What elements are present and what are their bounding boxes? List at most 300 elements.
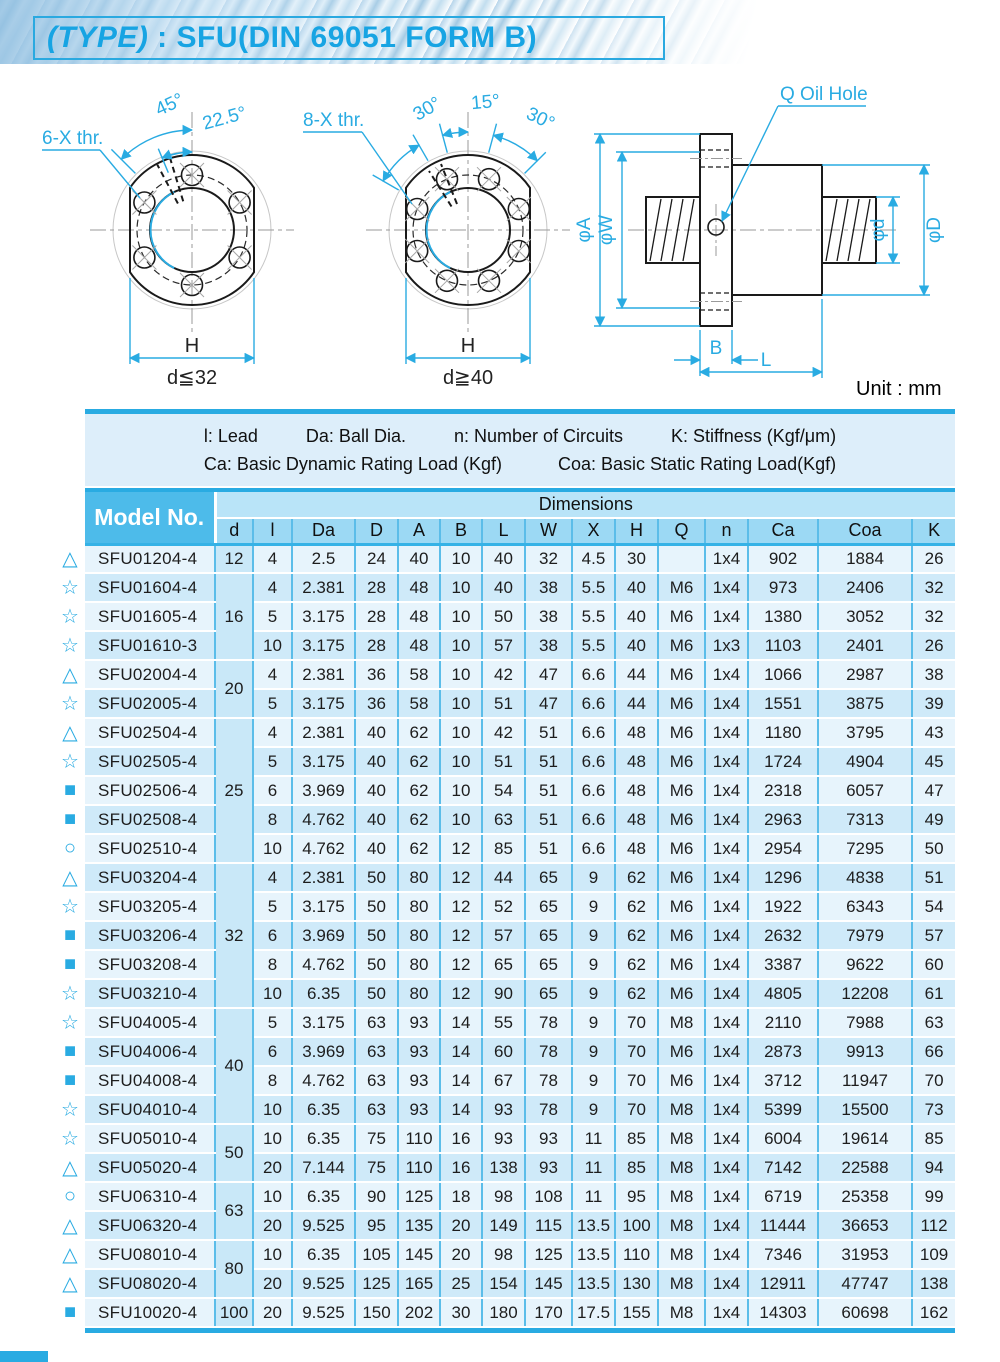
cell-H: 62 bbox=[615, 979, 658, 1008]
cell-H: 85 bbox=[615, 1153, 658, 1182]
cell-X: 9 bbox=[572, 892, 615, 921]
star-symbol: ☆ bbox=[55, 1095, 85, 1124]
cell-Ca: 1380 bbox=[748, 602, 818, 631]
cell-X: 11 bbox=[572, 1182, 615, 1211]
h-label: H bbox=[460, 335, 476, 357]
cell-A: 62 bbox=[398, 718, 440, 747]
triangle-symbol: △ bbox=[55, 660, 85, 689]
cell-D: 50 bbox=[355, 950, 398, 979]
column-header-Da: Da bbox=[292, 518, 355, 544]
cell-Ca: 3712 bbox=[748, 1066, 818, 1095]
cell-n: 1x4 bbox=[705, 1008, 748, 1037]
cell-Da: 2.5 bbox=[292, 544, 355, 573]
cell-Q: M6 bbox=[658, 631, 705, 660]
cell-X: 6.6 bbox=[572, 718, 615, 747]
cell-Coa: 7979 bbox=[818, 921, 912, 950]
cell-l: 6 bbox=[253, 1037, 292, 1066]
cell-W: 78 bbox=[525, 1037, 572, 1066]
cell-H: 48 bbox=[615, 805, 658, 834]
cell-n: 1x4 bbox=[705, 1153, 748, 1182]
cell-l: 5 bbox=[253, 602, 292, 631]
cell-Coa: 3052 bbox=[818, 602, 912, 631]
cell-D: 63 bbox=[355, 1008, 398, 1037]
cell-X: 6.6 bbox=[572, 776, 615, 805]
cell-Coa: 4904 bbox=[818, 747, 912, 776]
cell-n: 1x4 bbox=[705, 573, 748, 602]
table-row bbox=[55, 747, 955, 776]
column-header-l: l bbox=[253, 518, 292, 544]
cell-Coa: 7313 bbox=[818, 805, 912, 834]
cell-W: 47 bbox=[525, 660, 572, 689]
cell-Coa: 2401 bbox=[818, 631, 912, 660]
dia-d-label: φd bbox=[868, 218, 889, 242]
cell-W: 115 bbox=[525, 1211, 572, 1240]
cell-Q: M6 bbox=[658, 1037, 705, 1066]
cell-Ca: 1724 bbox=[748, 747, 818, 776]
column-header-d: d bbox=[215, 518, 253, 544]
cell-Ca: 2318 bbox=[748, 776, 818, 805]
cell-A: 110 bbox=[398, 1153, 440, 1182]
cell-Coa: 19614 bbox=[818, 1124, 912, 1153]
cell-Da: 4.762 bbox=[292, 950, 355, 979]
cell-W: 145 bbox=[525, 1269, 572, 1298]
column-header-W: W bbox=[525, 518, 572, 544]
cell-A: 80 bbox=[398, 921, 440, 950]
cell-l: 5 bbox=[253, 689, 292, 718]
cell-D: 40 bbox=[355, 834, 398, 863]
cell-D: 40 bbox=[355, 747, 398, 776]
cell-L: 63 bbox=[482, 805, 525, 834]
cell-K: 57 bbox=[912, 921, 955, 950]
cell-l: 10 bbox=[253, 1182, 292, 1211]
cell-B: 10 bbox=[440, 689, 482, 718]
cell-l: 6 bbox=[253, 921, 292, 950]
cell-n: 1x4 bbox=[705, 863, 748, 892]
header-row-1 bbox=[55, 490, 955, 518]
cell-D: 63 bbox=[355, 1037, 398, 1066]
cell-Q: M6 bbox=[658, 921, 705, 950]
cell-l: 5 bbox=[253, 1008, 292, 1037]
cell-X: 9 bbox=[572, 1095, 615, 1124]
column-header-H: H bbox=[615, 518, 658, 544]
cell-B: 10 bbox=[440, 660, 482, 689]
cell-H: 48 bbox=[615, 776, 658, 805]
cell-K: 94 bbox=[912, 1153, 955, 1182]
cell-W: 38 bbox=[525, 602, 572, 631]
column-header-B: B bbox=[440, 518, 482, 544]
cell-l: 10 bbox=[253, 1095, 292, 1124]
table-row bbox=[55, 1008, 955, 1037]
cell-Da: 3.969 bbox=[292, 776, 355, 805]
cell-Ca: 2963 bbox=[748, 805, 818, 834]
cell-Coa: 2987 bbox=[818, 660, 912, 689]
model-no-cell: SFU05010-4 bbox=[85, 1124, 215, 1153]
cell-Coa: 1884 bbox=[818, 544, 912, 573]
table-row bbox=[55, 1298, 955, 1327]
model-no-cell: SFU10020-4 bbox=[85, 1298, 215, 1327]
cell-H: 70 bbox=[615, 1008, 658, 1037]
model-no-cell: SFU03205-4 bbox=[85, 892, 215, 921]
cell-Da: 3.175 bbox=[292, 602, 355, 631]
cell-H: 40 bbox=[615, 631, 658, 660]
cell-A: 62 bbox=[398, 805, 440, 834]
cell-d: 32 bbox=[215, 863, 253, 1008]
cell-l: 8 bbox=[253, 1066, 292, 1095]
cell-Ca: 11444 bbox=[748, 1211, 818, 1240]
cell-X: 9 bbox=[572, 921, 615, 950]
cell-B: 18 bbox=[440, 1182, 482, 1211]
circle-symbol: ○ bbox=[55, 1182, 85, 1211]
table-row bbox=[55, 979, 955, 1008]
cell-X: 6.6 bbox=[572, 689, 615, 718]
table-row bbox=[55, 631, 955, 660]
triangle-symbol: △ bbox=[55, 1211, 85, 1240]
cell-B: 20 bbox=[440, 1211, 482, 1240]
cell-l: 20 bbox=[253, 1153, 292, 1182]
cell-D: 150 bbox=[355, 1298, 398, 1327]
cell-K: 45 bbox=[912, 747, 955, 776]
column-header-D: D bbox=[355, 518, 398, 544]
cell-L: 149 bbox=[482, 1211, 525, 1240]
cell-H: 40 bbox=[615, 602, 658, 631]
cell-K: 47 bbox=[912, 776, 955, 805]
cell-Ca: 1180 bbox=[748, 718, 818, 747]
cell-d: 25 bbox=[215, 718, 253, 863]
table-row bbox=[55, 805, 955, 834]
table-row bbox=[55, 544, 955, 573]
cell-Q: M6 bbox=[658, 660, 705, 689]
cell-W: 93 bbox=[525, 1153, 572, 1182]
table-row bbox=[55, 689, 955, 718]
cell-A: 80 bbox=[398, 863, 440, 892]
cell-H: 62 bbox=[615, 950, 658, 979]
cell-A: 48 bbox=[398, 602, 440, 631]
six-hole-leader bbox=[42, 150, 140, 198]
cell-H: 70 bbox=[615, 1037, 658, 1066]
triangle-symbol: △ bbox=[55, 718, 85, 747]
spec-table-section bbox=[55, 488, 955, 1333]
cell-X: 6.6 bbox=[572, 805, 615, 834]
table-row bbox=[55, 1095, 955, 1124]
cell-L: 60 bbox=[482, 1037, 525, 1066]
cell-L: 40 bbox=[482, 573, 525, 602]
cell-l: 4 bbox=[253, 718, 292, 747]
unit-label: Unit : mm bbox=[856, 378, 942, 400]
model-no-header: Model No. bbox=[85, 490, 215, 544]
cell-Coa: 3795 bbox=[818, 718, 912, 747]
model-no-cell: SFU06310-4 bbox=[85, 1182, 215, 1211]
legend-item: Coa: Basic Static Rating Load(Kgf) bbox=[557, 453, 837, 474]
cell-A: 145 bbox=[398, 1240, 440, 1269]
cell-D: 90 bbox=[355, 1182, 398, 1211]
cell-K: 66 bbox=[912, 1037, 955, 1066]
cell-Ca: 12911 bbox=[748, 1269, 818, 1298]
drawings-svg bbox=[0, 64, 1000, 400]
table-row bbox=[55, 1269, 955, 1298]
legend-item: K: Stiffness (Kgf/μm) bbox=[671, 425, 837, 446]
square-symbol: ■ bbox=[55, 776, 85, 805]
cell-W: 38 bbox=[525, 573, 572, 602]
cell-H: 70 bbox=[615, 1095, 658, 1124]
cell-L: 55 bbox=[482, 1008, 525, 1037]
cell-Q: M6 bbox=[658, 805, 705, 834]
cell-X: 17.5 bbox=[572, 1298, 615, 1327]
cell-K: 32 bbox=[912, 602, 955, 631]
cell-L: 50 bbox=[482, 602, 525, 631]
cell-W: 51 bbox=[525, 834, 572, 863]
cell-X: 11 bbox=[572, 1153, 615, 1182]
cell-L: 85 bbox=[482, 834, 525, 863]
cell-Coa: 22588 bbox=[818, 1153, 912, 1182]
cell-H: 130 bbox=[615, 1269, 658, 1298]
column-header-Ca: Ca bbox=[748, 518, 818, 544]
cell-Q: M6 bbox=[658, 602, 705, 631]
cell-B: 12 bbox=[440, 921, 482, 950]
cell-Da: 3.969 bbox=[292, 1037, 355, 1066]
cell-H: 44 bbox=[615, 689, 658, 718]
cell-n: 1x4 bbox=[705, 544, 748, 573]
star-symbol: ☆ bbox=[55, 602, 85, 631]
cell-W: 125 bbox=[525, 1240, 572, 1269]
table-row bbox=[55, 718, 955, 747]
cell-Coa: 9913 bbox=[818, 1037, 912, 1066]
cell-Ca: 973 bbox=[748, 573, 818, 602]
cell-L: 42 bbox=[482, 660, 525, 689]
model-no-cell: SFU01605-4 bbox=[85, 602, 215, 631]
cell-A: 48 bbox=[398, 573, 440, 602]
spec-table bbox=[55, 488, 955, 1328]
cell-n: 1x4 bbox=[705, 921, 748, 950]
legend-item: Ca: Basic Dynamic Rating Load (Kgf) bbox=[203, 453, 502, 474]
cell-Q: M6 bbox=[658, 892, 705, 921]
cell-Ca: 1922 bbox=[748, 892, 818, 921]
cell-D: 40 bbox=[355, 776, 398, 805]
cell-Q: M6 bbox=[658, 689, 705, 718]
model-no-cell: SFU02005-4 bbox=[85, 689, 215, 718]
cell-n: 1x4 bbox=[705, 892, 748, 921]
cell-A: 202 bbox=[398, 1298, 440, 1327]
cell-Ca: 5399 bbox=[748, 1095, 818, 1124]
phantom-hole-lines bbox=[157, 159, 183, 203]
cell-Da: 4.762 bbox=[292, 805, 355, 834]
cell-B: 16 bbox=[440, 1153, 482, 1182]
square-symbol: ■ bbox=[55, 1037, 85, 1066]
cell-K: 60 bbox=[912, 950, 955, 979]
cell-Da: 7.144 bbox=[292, 1153, 355, 1182]
cell-Coa: 11947 bbox=[818, 1066, 912, 1095]
table-row bbox=[55, 776, 955, 805]
cell-D: 28 bbox=[355, 573, 398, 602]
title-separator: : bbox=[148, 21, 177, 54]
cell-Da: 9.525 bbox=[292, 1269, 355, 1298]
cell-D: 50 bbox=[355, 863, 398, 892]
cell-Q: M6 bbox=[658, 834, 705, 863]
cell-l: 8 bbox=[253, 805, 292, 834]
cell-Coa: 2406 bbox=[818, 573, 912, 602]
cell-A: 93 bbox=[398, 1037, 440, 1066]
cell-l: 5 bbox=[253, 892, 292, 921]
cell-L: 57 bbox=[482, 921, 525, 950]
model-no-cell: SFU03210-4 bbox=[85, 979, 215, 1008]
cell-l: 10 bbox=[253, 631, 292, 660]
cell-Da: 6.35 bbox=[292, 1182, 355, 1211]
cell-l: 4 bbox=[253, 660, 292, 689]
star-symbol: ☆ bbox=[55, 892, 85, 921]
cell-K: 26 bbox=[912, 544, 955, 573]
cell-H: 44 bbox=[615, 660, 658, 689]
cell-Da: 4.762 bbox=[292, 1066, 355, 1095]
star-symbol: ☆ bbox=[55, 689, 85, 718]
cell-K: 112 bbox=[912, 1211, 955, 1240]
dia-w-label: φW bbox=[596, 214, 617, 246]
cell-Da: 2.381 bbox=[292, 718, 355, 747]
cell-W: 38 bbox=[525, 631, 572, 660]
cell-Coa: 7988 bbox=[818, 1008, 912, 1037]
cell-W: 51 bbox=[525, 805, 572, 834]
cell-B: 20 bbox=[440, 1240, 482, 1269]
cell-n: 1x4 bbox=[705, 1095, 748, 1124]
cell-n: 1x4 bbox=[705, 1240, 748, 1269]
cell-Da: 3.175 bbox=[292, 1008, 355, 1037]
footer-accent-bar bbox=[0, 1351, 48, 1362]
cell-B: 12 bbox=[440, 950, 482, 979]
table-row bbox=[55, 1240, 955, 1269]
column-header-K: K bbox=[912, 518, 955, 544]
cell-D: 40 bbox=[355, 718, 398, 747]
model-no-cell: SFU02510-4 bbox=[85, 834, 215, 863]
triangle-symbol: △ bbox=[55, 1240, 85, 1269]
cell-l: 4 bbox=[253, 544, 292, 573]
cell-Da: 2.381 bbox=[292, 573, 355, 602]
cell-n: 1x4 bbox=[705, 602, 748, 631]
cell-Q: M8 bbox=[658, 1211, 705, 1240]
cell-Da: 3.175 bbox=[292, 631, 355, 660]
oil-hole-label: Q Oil Hole bbox=[780, 84, 868, 105]
cell-K: 54 bbox=[912, 892, 955, 921]
table-row bbox=[55, 892, 955, 921]
table-row bbox=[55, 1066, 955, 1095]
cell-Coa: 25358 bbox=[818, 1182, 912, 1211]
cell-d: 80 bbox=[215, 1240, 253, 1298]
cell-K: 26 bbox=[912, 631, 955, 660]
table-row bbox=[55, 1211, 955, 1240]
cell-Coa: 36653 bbox=[818, 1211, 912, 1240]
cell-X: 9 bbox=[572, 1037, 615, 1066]
flange-front-view-8-holes bbox=[303, 91, 570, 389]
cell-n: 1x4 bbox=[705, 1269, 748, 1298]
cell-H: 85 bbox=[615, 1124, 658, 1153]
cell-Da: 4.762 bbox=[292, 834, 355, 863]
cell-d: 40 bbox=[215, 1008, 253, 1124]
cell-n: 1x4 bbox=[705, 805, 748, 834]
cell-Da: 3.175 bbox=[292, 689, 355, 718]
cell-Coa: 3875 bbox=[818, 689, 912, 718]
cell-L: 57 bbox=[482, 631, 525, 660]
cell-Coa: 6343 bbox=[818, 892, 912, 921]
title-prefix: (TYPE) bbox=[47, 21, 149, 54]
cell-Da: 3.175 bbox=[292, 892, 355, 921]
cell-L: 180 bbox=[482, 1298, 525, 1327]
angle-15-label: 15° bbox=[470, 90, 501, 115]
cell-n: 1x4 bbox=[705, 1066, 748, 1095]
cell-l: 10 bbox=[253, 1124, 292, 1153]
cell-W: 78 bbox=[525, 1095, 572, 1124]
cell-n: 1x4 bbox=[705, 776, 748, 805]
cell-Coa: 6057 bbox=[818, 776, 912, 805]
cell-X: 6.6 bbox=[572, 747, 615, 776]
cell-H: 100 bbox=[615, 1211, 658, 1240]
model-no-cell: SFU01604-4 bbox=[85, 573, 215, 602]
cell-A: 58 bbox=[398, 689, 440, 718]
table-row bbox=[55, 921, 955, 950]
cell-D: 50 bbox=[355, 979, 398, 1008]
triangle-symbol: △ bbox=[55, 1269, 85, 1298]
cell-D: 24 bbox=[355, 544, 398, 573]
cell-Coa: 4838 bbox=[818, 863, 912, 892]
dimensions-header: Dimensions bbox=[215, 490, 955, 518]
cell-L: 93 bbox=[482, 1124, 525, 1153]
model-no-cell: SFU02505-4 bbox=[85, 747, 215, 776]
cell-Ca: 7346 bbox=[748, 1240, 818, 1269]
banner bbox=[0, 0, 1000, 64]
cell-K: 38 bbox=[912, 660, 955, 689]
star-symbol: ☆ bbox=[55, 631, 85, 660]
cell-D: 75 bbox=[355, 1153, 398, 1182]
cell-d: 16 bbox=[215, 573, 253, 660]
cell-D: 95 bbox=[355, 1211, 398, 1240]
table-row bbox=[55, 602, 955, 631]
cell-B: 10 bbox=[440, 718, 482, 747]
cell-d: 20 bbox=[215, 660, 253, 718]
cell-Q: M6 bbox=[658, 747, 705, 776]
cell-A: 80 bbox=[398, 892, 440, 921]
cell-Ca: 1103 bbox=[748, 631, 818, 660]
cell-l: 10 bbox=[253, 979, 292, 1008]
cell-Coa: 15500 bbox=[818, 1095, 912, 1124]
cell-W: 65 bbox=[525, 921, 572, 950]
cell-n: 1x4 bbox=[705, 1298, 748, 1327]
cell-D: 36 bbox=[355, 689, 398, 718]
column-header-Coa: Coa bbox=[818, 518, 912, 544]
cell-n: 1x4 bbox=[705, 834, 748, 863]
cell-Q: M8 bbox=[658, 1008, 705, 1037]
cell-K: 85 bbox=[912, 1124, 955, 1153]
cell-W: 93 bbox=[525, 1124, 572, 1153]
legend-line-2 bbox=[85, 454, 955, 475]
eight-hole-note: 8-X thr. bbox=[303, 110, 365, 131]
cell-l: 6 bbox=[253, 776, 292, 805]
cell-K: 32 bbox=[912, 573, 955, 602]
model-no-cell: SFU05020-4 bbox=[85, 1153, 215, 1182]
cell-B: 10 bbox=[440, 544, 482, 573]
cell-Da: 9.525 bbox=[292, 1211, 355, 1240]
model-no-cell: SFU02506-4 bbox=[85, 776, 215, 805]
model-no-cell: SFU06320-4 bbox=[85, 1211, 215, 1240]
cell-Ca: 2954 bbox=[748, 834, 818, 863]
cell-n: 1x4 bbox=[705, 747, 748, 776]
table-row bbox=[55, 573, 955, 602]
cell-X: 5.5 bbox=[572, 631, 615, 660]
cell-Da: 3.175 bbox=[292, 747, 355, 776]
cell-K: 61 bbox=[912, 979, 955, 1008]
model-no-cell: SFU01204-4 bbox=[85, 544, 215, 573]
cell-H: 62 bbox=[615, 921, 658, 950]
angle-22-5-label: 22.5° bbox=[200, 102, 249, 135]
cell-Q bbox=[658, 544, 705, 573]
cell-L: 42 bbox=[482, 718, 525, 747]
cell-Q: M6 bbox=[658, 979, 705, 1008]
cell-Ca: 2110 bbox=[748, 1008, 818, 1037]
